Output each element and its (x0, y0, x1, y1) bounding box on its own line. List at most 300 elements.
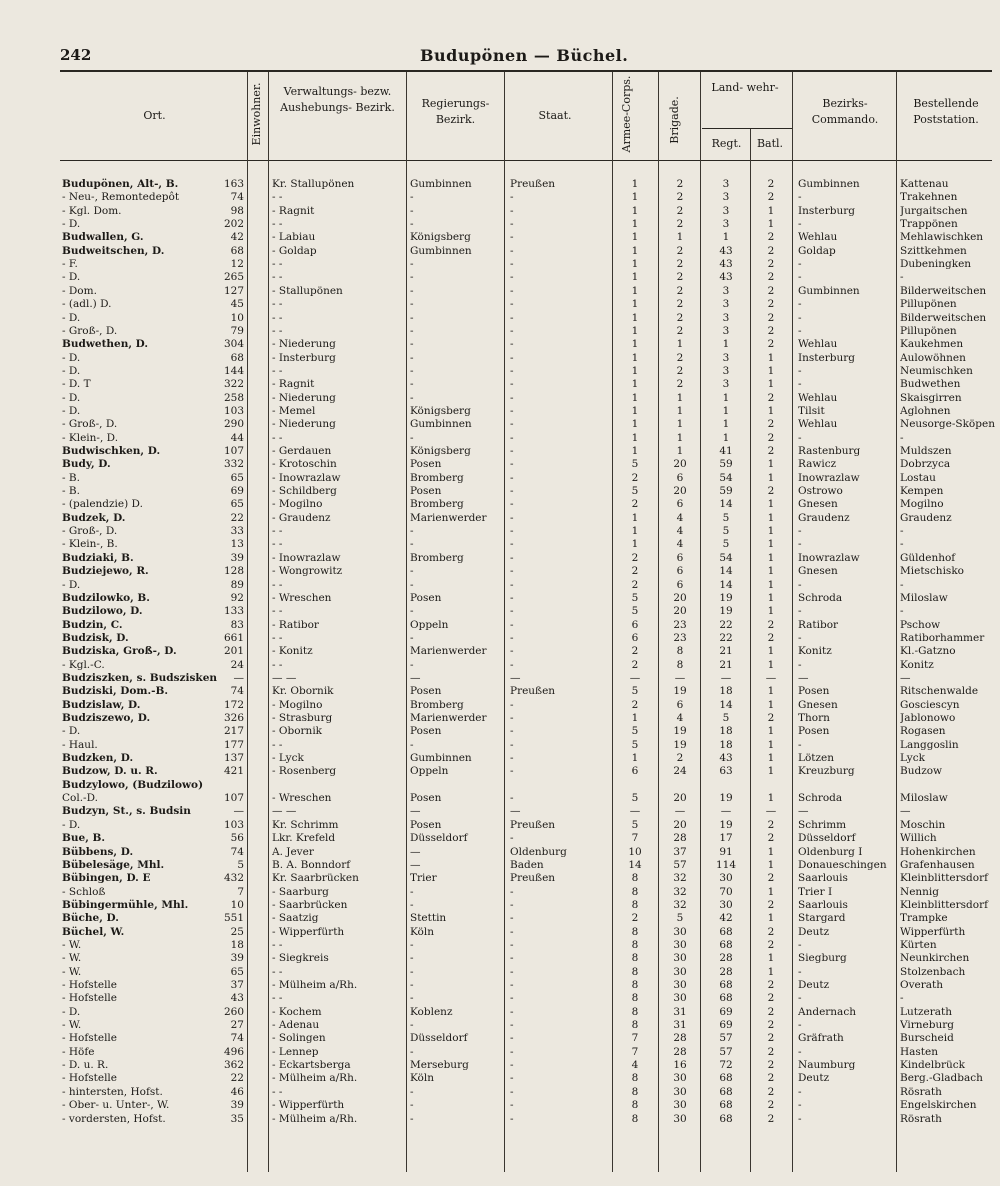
table-row (0, 205, 1000, 217)
cell-armeecorps: 1 (631, 191, 639, 204)
cell-einwohner: 326 (223, 712, 244, 724)
cell-ort: - B. (62, 485, 80, 498)
cell-staat: - (510, 1019, 514, 1032)
cell-batl: 1 (767, 698, 775, 711)
cell-verwaltung: - - (272, 258, 283, 271)
cell-armeecorps: 1 (631, 511, 639, 524)
cell-verwaltung: - Kochem (272, 1005, 322, 1018)
cell-armeecorps: 1 (631, 525, 639, 538)
cell-poststation: Rösrath (900, 1085, 942, 1098)
cell-einwohner: 13 (230, 538, 244, 551)
table-row (0, 899, 1000, 911)
cell-poststation: Trakehnen (900, 191, 958, 204)
cell-staat: - (510, 1099, 514, 1112)
cell-batl: 2 (767, 231, 775, 244)
cell-regierung: Posen (410, 792, 442, 805)
cell-einwohner: 10 (230, 898, 244, 911)
cell-verwaltung: — — (272, 671, 297, 684)
cell-ort: Budzylowo, (Budzilowo) (62, 778, 204, 791)
cell-bezirks: Andernach (798, 1005, 856, 1018)
cell-batl: 2 (767, 1099, 775, 1112)
cell-armeecorps: 1 (631, 178, 639, 190)
cell-brigade: 2 (676, 378, 684, 391)
table-row (0, 245, 1000, 257)
cell-bezirks: - (798, 298, 802, 311)
cell-regt: 18 (719, 738, 733, 751)
cell-bezirks: - (798, 525, 802, 538)
cell-brigade: 30 (673, 965, 687, 978)
cell-batl: 1 (767, 498, 775, 511)
cell-regierung: - (410, 565, 414, 578)
cell-brigade: 2 (676, 204, 684, 217)
cell-poststation: Virneburg (900, 1019, 954, 1032)
cell-bezirks: Schroda (798, 591, 843, 604)
cell-regt: 68 (719, 992, 733, 1005)
cell-batl: 2 (767, 872, 775, 885)
cell-regt: — (720, 805, 732, 818)
cell-brigade: 2 (676, 191, 684, 204)
cell-staat: - (510, 591, 514, 604)
cell-poststation: Aglohnen (900, 404, 951, 417)
cell-bezirks: Gnesen (798, 565, 838, 578)
cell-regierung: - (410, 284, 414, 297)
cell-bezirks: Konitz (798, 645, 832, 658)
cell-einwohner: 432 (223, 872, 244, 885)
cell-brigade: 2 (676, 218, 684, 231)
cell-poststation: - (900, 605, 904, 618)
cell-einwohner: 202 (223, 218, 244, 231)
cell-ort: Budwethen, D. (62, 338, 149, 351)
cell-verwaltung: - Adenau (272, 1019, 320, 1032)
cell-armeecorps: 1 (631, 538, 639, 551)
cell-ort: - Hofstelle (62, 1032, 118, 1045)
cell-poststation: Kaukehmen (900, 338, 964, 351)
cell-bezirks: — (798, 805, 809, 818)
cell-verwaltung: - - (272, 525, 283, 538)
cell-batl: 1 (767, 685, 775, 698)
cell-batl: 1 (767, 845, 775, 858)
cell-brigade: 6 (676, 565, 684, 578)
table-row (0, 859, 1000, 871)
cell-batl: 1 (767, 658, 775, 671)
cell-poststation: Neumischken (900, 364, 973, 377)
cell-regierung: Trier (410, 872, 437, 885)
cell-batl: 2 (767, 445, 775, 457)
cell-bezirks: Trier I (798, 885, 833, 898)
cell-staat: - (510, 258, 514, 271)
cell-batl: 1 (767, 752, 775, 765)
cell-poststation: Berg.-Gladbach (900, 1072, 983, 1085)
cell-brigade: 1 (676, 231, 684, 244)
cell-einwohner: 65 (230, 471, 244, 484)
cell-poststation: - (900, 992, 904, 1005)
cell-bezirks: Stargard (798, 912, 846, 925)
cell-batl: 1 (767, 765, 775, 778)
cell-verwaltung: - Wongrowitz (272, 565, 343, 578)
cell-regierung: - (410, 311, 414, 324)
cell-regt: 41 (719, 445, 733, 457)
cell-ort: Budwallen, G. (62, 231, 144, 244)
cell-poststation: Jurgaitschen (900, 204, 968, 217)
cell-batl: 2 (767, 898, 775, 911)
cell-bezirks: - (798, 1085, 802, 1098)
cell-batl: 1 (767, 471, 775, 484)
cell-batl: 2 (767, 925, 775, 938)
table-row (0, 525, 1000, 537)
cell-regierung: - (410, 204, 414, 217)
cell-batl: 2 (767, 431, 775, 444)
table-row (0, 912, 1000, 924)
cell-regierung: - (410, 324, 414, 337)
cell-regierung: Köln (410, 925, 435, 938)
cell-ort: - D. (62, 271, 81, 284)
cell-regt: 3 (722, 284, 730, 297)
table-row (0, 592, 1000, 604)
cell-brigade: 2 (676, 271, 684, 284)
cell-einwohner: — (233, 805, 244, 818)
cell-batl: 1 (767, 645, 775, 658)
cell-brigade: 2 (676, 311, 684, 324)
cell-armeecorps: 5 (631, 458, 639, 471)
cell-einwohner: 68 (230, 244, 244, 257)
cell-batl: 1 (767, 591, 775, 604)
table-row (0, 1006, 1000, 1018)
cell-regierung: Posen (410, 725, 442, 738)
cell-armeecorps: 2 (631, 498, 639, 511)
cell-batl: 2 (767, 631, 775, 644)
cell-ort: Budy, D. (62, 458, 111, 471)
cell-brigade: 4 (676, 538, 684, 551)
cell-verwaltung: - Strasburg (272, 712, 333, 724)
cell-regierung: - (410, 992, 414, 1005)
cell-verwaltung: - - (272, 658, 283, 671)
header-ort: Ort. (143, 109, 166, 122)
header-regt: Regt. (711, 137, 742, 150)
cell-regierung: Koblenz (410, 1005, 453, 1018)
cell-regt: 22 (719, 618, 733, 631)
cell-ort: Budzow, D. u. R. (62, 765, 158, 778)
cell-armeecorps: 1 (631, 298, 639, 311)
cell-batl: 2 (767, 258, 775, 271)
cell-batl: 1 (767, 458, 775, 471)
table-row (0, 458, 1000, 470)
cell-bezirks: Wehlau (798, 231, 838, 244)
cell-verwaltung: - Insterburg (272, 351, 336, 364)
cell-staat: - (510, 378, 514, 391)
cell-ort: Bübingen, D. E (62, 872, 151, 885)
cell-armeecorps: 5 (631, 605, 639, 618)
cell-ort: Col.-D. (62, 792, 98, 805)
cell-einwohner: 127 (223, 284, 244, 297)
cell-batl: 1 (767, 965, 775, 978)
cell-regierung: - (410, 378, 414, 391)
cell-poststation: Willich (900, 832, 937, 845)
cell-einwohner: 144 (223, 364, 244, 377)
cell-einwohner: 98 (230, 204, 244, 217)
table-row (0, 979, 1000, 991)
table-row (0, 632, 1000, 644)
cell-bezirks: - (798, 992, 802, 1005)
cell-regt: 19 (719, 818, 733, 831)
cell-poststation: Graudenz (900, 511, 952, 524)
cell-staat: - (510, 498, 514, 511)
cell-verwaltung: - Rosenberg (272, 765, 337, 778)
cell-regt: 68 (719, 1072, 733, 1085)
cell-bezirks: Posen (798, 685, 830, 698)
cell-staat: - (510, 938, 514, 951)
cell-ort: - Neu-, Remontedepôt (62, 191, 180, 204)
cell-poststation: Kl.-Gatzno (900, 645, 956, 658)
table-row (0, 512, 1000, 524)
cell-staat: - (510, 418, 514, 431)
cell-bezirks: - (798, 738, 802, 751)
cell-brigade: 4 (676, 712, 684, 724)
cell-einwohner: 103 (223, 818, 244, 831)
cell-armeecorps: 1 (631, 391, 639, 404)
cell-regierung: - (410, 631, 414, 644)
cell-regt: 91 (719, 845, 733, 858)
cell-poststation: Gosciescyn (900, 698, 960, 711)
cell-regt: 14 (719, 698, 733, 711)
cell-brigade: 16 (673, 1059, 687, 1072)
table-row (0, 939, 1000, 951)
cell-poststation: Konitz (900, 658, 934, 671)
cell-verwaltung: - Saatzig (272, 912, 319, 925)
cell-ort: Budweitschen, D. (62, 244, 165, 257)
cell-armeecorps: 8 (631, 1072, 639, 1085)
cell-einwohner: 37 (230, 979, 244, 991)
cell-einwohner: 22 (230, 1072, 244, 1085)
cell-verwaltung: - Niederung (272, 338, 336, 351)
cell-einwohner: 27 (230, 1019, 244, 1032)
table-row (0, 765, 1000, 777)
cell-einwohner: 103 (223, 404, 244, 417)
cell-regt: 72 (719, 1059, 733, 1072)
cell-staat: - (510, 605, 514, 618)
cell-regt: 43 (719, 752, 733, 765)
cell-regt: 3 (722, 204, 730, 217)
cell-ort: - Dom. (62, 284, 97, 297)
cell-ort: Budzisk, D. (62, 631, 129, 644)
cell-staat: - (510, 191, 514, 204)
cell-armeecorps: 1 (631, 378, 639, 391)
cell-armeecorps: 2 (631, 658, 639, 671)
cell-verwaltung: - - (272, 218, 283, 231)
cell-regt: 21 (719, 658, 733, 671)
cell-einwohner: 421 (223, 765, 244, 778)
cell-poststation: Budzow (900, 765, 943, 778)
cell-batl: 2 (767, 324, 775, 337)
cell-verwaltung: - - (272, 311, 283, 324)
cell-brigade: 30 (673, 1085, 687, 1098)
cell-regierung: Posen (410, 818, 442, 831)
cell-verwaltung: - - (272, 324, 283, 337)
cell-bezirks: Rastenburg (798, 445, 861, 457)
cell-brigade: 30 (673, 1112, 687, 1125)
cell-regierung: — (410, 805, 421, 818)
table-row (0, 552, 1000, 564)
cell-brigade: 20 (673, 605, 687, 618)
cell-verwaltung: - Wipperfürth (272, 925, 345, 938)
cell-ort: Bübbens, D. (62, 845, 134, 858)
header-armeecorps: Armee-Corps. (620, 75, 633, 153)
cell-ort: Budzyn, St., s. Budsin (62, 805, 191, 818)
cell-poststation: Engelskirchen (900, 1099, 977, 1112)
cell-verwaltung: - Schildberg (272, 485, 337, 498)
cell-regt: 1 (722, 418, 730, 431)
cell-verwaltung: - Goldap (272, 244, 317, 257)
cell-regt: 5 (722, 538, 730, 551)
cell-verwaltung: - Ratibor (272, 618, 319, 631)
cell-brigade: 2 (676, 258, 684, 271)
cell-poststation: Kürten (900, 938, 937, 951)
cell-poststation: Lyck (900, 752, 925, 765)
cell-regt: 3 (722, 378, 730, 391)
cell-batl: 1 (767, 912, 775, 925)
cell-batl: 2 (767, 418, 775, 431)
cell-ort: - D. (62, 311, 81, 324)
table-row (0, 392, 1000, 404)
cell-ort: Budzilowko, B. (62, 591, 150, 604)
cell-staat: - (510, 538, 514, 551)
table-row (0, 285, 1000, 297)
cell-bezirks: - (798, 431, 802, 444)
cell-brigade: 2 (676, 284, 684, 297)
cell-einwohner: 74 (230, 845, 244, 858)
cell-staat: - (510, 364, 514, 377)
cell-regt: 3 (722, 364, 730, 377)
cell-brigade: 2 (676, 244, 684, 257)
cell-bezirks: Donaueschingen (798, 858, 887, 871)
cell-ort: - W. (62, 965, 82, 978)
cell-armeecorps: 1 (631, 271, 639, 284)
cell-regt: 68 (719, 979, 733, 991)
cell-bezirks: Ostrowo (798, 485, 843, 498)
cell-batl: 2 (767, 1032, 775, 1045)
cell-einwohner: 24 (230, 658, 244, 671)
cell-poststation: Jablonowo (900, 712, 956, 724)
cell-einwohner: 172 (223, 698, 244, 711)
cell-verwaltung: - Mülheim a/Rh. (272, 1112, 358, 1125)
cell-armeecorps: 1 (631, 218, 639, 231)
cell-brigade: 6 (676, 551, 684, 564)
cell-poststation: - (900, 525, 904, 538)
cell-armeecorps: 2 (631, 912, 639, 925)
cell-regierung: - (410, 1085, 414, 1098)
cell-verwaltung: - Niederung (272, 418, 336, 431)
cell-bezirks: - (798, 1019, 802, 1032)
cell-einwohner: 258 (223, 391, 244, 404)
cell-verwaltung: - Memel (272, 404, 316, 417)
cell-ort: - hintersten, Hofst. (62, 1085, 163, 1098)
cell-staat: - (510, 965, 514, 978)
table-row (0, 832, 1000, 844)
cell-staat: - (510, 244, 514, 257)
cell-ort: - F. (62, 258, 78, 271)
cell-poststation: Stolzenbach (900, 965, 966, 978)
cell-armeecorps: 5 (631, 738, 639, 751)
cell-staat: - (510, 1032, 514, 1045)
cell-regierung: Königsberg (410, 231, 471, 244)
cell-armeecorps: 1 (631, 404, 639, 417)
cell-bezirks: Inowrazlaw (798, 471, 860, 484)
cell-regierung: - (410, 658, 414, 671)
table-row (0, 352, 1000, 364)
cell-batl: 1 (767, 792, 775, 805)
cell-armeecorps: 10 (628, 845, 642, 858)
cell-brigade: 8 (676, 645, 684, 658)
cell-batl: 1 (767, 551, 775, 564)
cell-brigade: 31 (673, 1019, 687, 1032)
cell-bezirks: Rawicz (798, 458, 837, 471)
cell-brigade: 2 (676, 178, 684, 190)
cell-staat: - (510, 952, 514, 965)
cell-staat: Oldenburg (510, 845, 567, 858)
cell-regt: 14 (719, 498, 733, 511)
cell-armeecorps: 2 (631, 565, 639, 578)
cell-regierung: Gumbinnen (410, 418, 472, 431)
cell-armeecorps: 1 (631, 418, 639, 431)
cell-regt: 21 (719, 645, 733, 658)
cell-einwohner: 39 (230, 952, 244, 965)
header-verwaltung: Verwaltungs- bezw. Aushebungs- Bezirk. (280, 85, 395, 114)
cell-armeecorps: 1 (631, 258, 639, 271)
cell-verwaltung: - - (272, 364, 283, 377)
cell-batl: 1 (767, 538, 775, 551)
cell-staat: - (510, 765, 514, 778)
cell-ort: - Klein-, B. (62, 538, 118, 551)
header-bezirks: Bezirks- Commando. (811, 97, 879, 126)
cell-batl: 1 (767, 725, 775, 738)
cell-einwohner: 65 (230, 965, 244, 978)
cell-verwaltung: - Labiau (272, 231, 316, 244)
cell-regt: 68 (719, 938, 733, 951)
cell-brigade: 23 (673, 631, 687, 644)
cell-regt: 3 (722, 351, 730, 364)
cell-ort: - Höfe (62, 1045, 95, 1058)
cell-brigade: 6 (676, 471, 684, 484)
table-row (0, 1086, 1000, 1098)
cell-regierung: Bromberg (410, 551, 464, 564)
cell-batl: 1 (767, 738, 775, 751)
table-row (0, 298, 1000, 310)
cell-regierung: - (410, 965, 414, 978)
table-row (0, 886, 1000, 898)
cell-einwohner: 201 (223, 645, 244, 658)
header-einwohner: Einwohner. (250, 82, 263, 146)
cell-batl: 2 (767, 1072, 775, 1085)
cell-ort: - D. (62, 391, 81, 404)
cell-poststation: - (900, 578, 904, 591)
cell-armeecorps: — (629, 671, 641, 684)
cell-verwaltung: - Wreschen (272, 792, 332, 805)
cell-batl: 1 (767, 952, 775, 965)
cell-armeecorps: 6 (631, 618, 639, 631)
cell-regt: 3 (722, 191, 730, 204)
cell-verwaltung: - - (272, 938, 283, 951)
cell-armeecorps: 1 (631, 244, 639, 257)
cell-regierung: Köln (410, 1072, 435, 1085)
cell-brigade: — (674, 805, 686, 818)
cell-regierung: Stettin (410, 912, 447, 925)
cell-bezirks: - (798, 658, 802, 671)
cell-poststation: Neunkirchen (900, 952, 970, 965)
cell-regt: 68 (719, 1112, 733, 1125)
cell-verwaltung: — — (272, 805, 297, 818)
cell-einwohner: 362 (223, 1059, 244, 1072)
cell-staat: - (510, 338, 514, 351)
cell-staat: - (510, 725, 514, 738)
